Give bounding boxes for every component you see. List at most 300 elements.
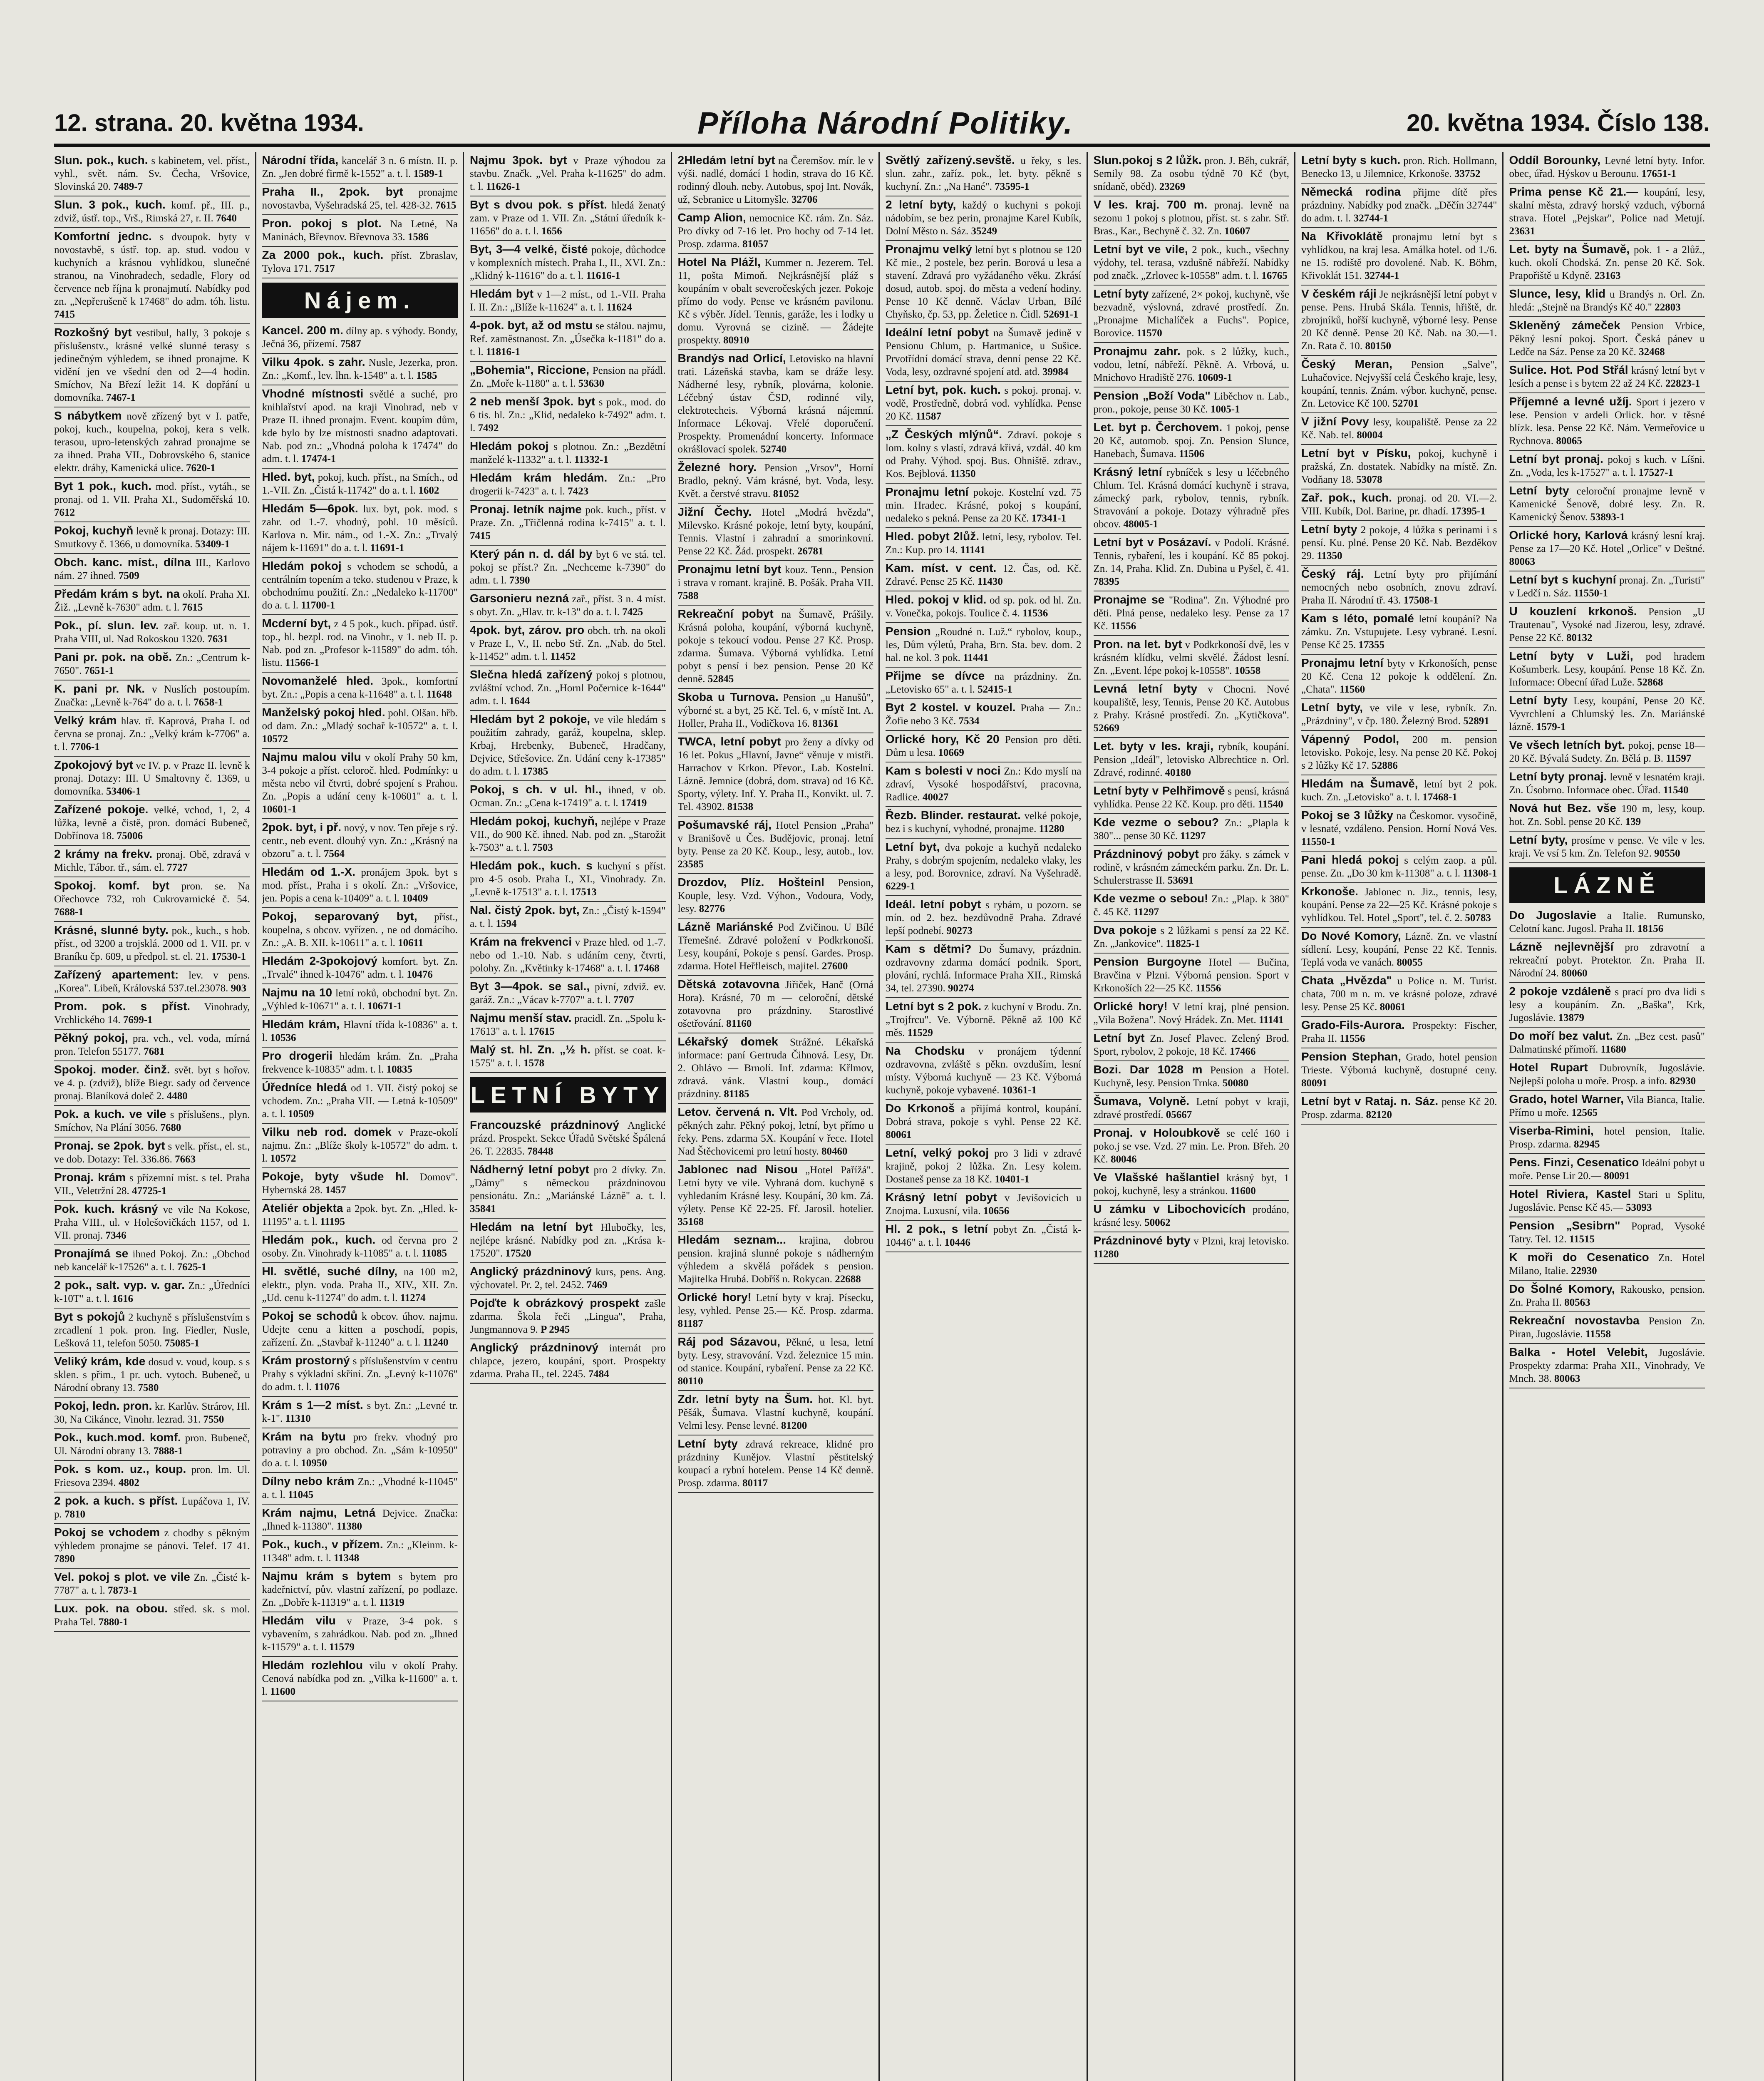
ad-reference-number: 81200 <box>781 1420 807 1431</box>
ad-heading: Levná letní byty <box>1093 682 1198 695</box>
ad-reference-number: 17513 <box>571 887 597 898</box>
ad-body: letní roků, obchodní byt. Zn. „Výhled k-10671" a. t. l. <box>262 988 458 1012</box>
ad-body: pok. kuch., příst. v Praze. Zn. „Třičlenná rodina k-7415" a. t. l. <box>470 504 666 529</box>
ad-body: pok. s 2 lůžky, kuch., vodou, letní, nábřeží. Pěkně. A. Vrbová, u. Mnichovo Hradiště 276. <box>1093 346 1289 383</box>
ad-reference-number: 11332-1 <box>574 454 608 465</box>
classified-ad <box>1509 1154 1705 1186</box>
ad-reference-number: 32744-1 <box>1365 270 1399 281</box>
ad-heading: Letní byty <box>1509 694 1568 707</box>
ad-heading: Prom. pok. s příst. <box>54 1000 191 1013</box>
ad-reference-number: 7587 <box>340 338 361 350</box>
classified-ad <box>262 1505 458 1536</box>
classified-ad <box>678 1391 874 1435</box>
ad-reference-number: 7663 <box>175 1154 196 1165</box>
ad-reference-number: 11570 <box>1136 328 1162 339</box>
ad-heading: Pronaj. krám <box>54 1171 126 1184</box>
ad-body: s byt. Zn.: „Levné tr. k-1". <box>262 1400 458 1424</box>
ad-body: s pensí, krásná vyhlídka. Pense 22 Kč. Koup. pro děti. <box>1093 786 1289 810</box>
ad-reference-number: 75006 <box>117 830 143 842</box>
ad-reference-number: 11506 <box>1178 448 1205 459</box>
ad-reference-number: 10401-1 <box>995 1174 1030 1185</box>
ad-body: Pěkné, u lesa, letní byty. Lesy, stravování. Vzd. železnice 15 min. od stanice. Koupání, rybaření. Pense za 22 Kč. <box>677 1337 873 1374</box>
ad-reference-number: 17395-1 <box>1451 506 1486 517</box>
ad-reference-number: 7658-1 <box>194 697 223 708</box>
ad-body: hlav. tř. Kaprová, Praha I. od června se pronaj. Zn.: „Velký krám k-7706" a. t. l. <box>54 715 250 752</box>
ad-reference-number: 11280 <box>1093 1249 1119 1260</box>
classified-ad <box>470 978 666 1010</box>
classified-ad <box>886 560 1082 591</box>
classified-ad <box>262 354 458 385</box>
ad-reference-number: 1656 <box>541 226 562 237</box>
classified-ad <box>1509 939 1705 983</box>
ad-body: pron. lm. Ul. Friesova 2394. <box>54 1464 250 1488</box>
column-5 <box>886 152 1088 2081</box>
ad-reference-number: 7564 <box>323 848 345 859</box>
classified-ad <box>1094 846 1290 890</box>
ad-heading: Letní byt ve vile, <box>1093 243 1188 256</box>
ad-body: pron. Rich. Hollmann, Benecko 13, u Jilemnice, Krkonoše. <box>1301 155 1497 179</box>
ad-reference-number: 11348 <box>333 1552 360 1564</box>
ad-reference-number: 81160 <box>726 1018 752 1029</box>
ad-body: Je nejkrásnější letní pobyt v pense. Pens. Hrubá Skála. Tennis, hřiště, dr. zbrojníků, hořší kuchyně, výborné lesy. Pense 20 Kč denně. Pense 20 Kč. Nab. na 30.—1. Zn. Rata č. 10. <box>1301 289 1497 352</box>
ad-reference-number: 10607 <box>1224 226 1250 237</box>
ad-body: pron. Bubeneč, Ul. Národní obrany 13. <box>54 1433 250 1457</box>
ad-body: pron. se. Na Ořechovce 732, roh Cukrovarnické č. 54. <box>54 881 250 905</box>
ad-reference-number: 7415 <box>54 309 75 320</box>
ad-reference-number: 11515 <box>1569 1234 1595 1245</box>
ad-heading: Pani pr. pok. na obě. <box>54 651 172 663</box>
classified-ad <box>1509 768 1705 800</box>
ad-heading: Najmu 3pok. byt <box>470 154 567 166</box>
ad-body: pokoj, kuch. příst., na Smích., od 1.-VII. Zn. „Čistá k-11742" do a. t. l. <box>262 472 458 496</box>
ad-reference-number: 13879 <box>1558 1012 1585 1023</box>
ad-heading: Manželský pokoj hled. <box>262 706 385 719</box>
ad-heading: Viserba-Rimini, <box>1509 1124 1594 1137</box>
ad-heading: Najmu na 10 <box>262 986 332 999</box>
ad-body: Praha — Zn.: Žofie nebo 3 Kč. <box>886 703 1082 727</box>
classified-ad <box>54 228 250 324</box>
classified-ad <box>262 704 458 749</box>
ad-heading: Slečna hledá zařízený <box>470 668 593 681</box>
masthead-rule <box>54 144 1710 147</box>
ad-body: Pod Vrcholy, od. pěkných zahr. Pěkný pokoj, letní, byt přímo u řeky. Pens. zdarma 5X. Koupání v řece. Hotel Nad Štěchovicemi pro letní hosty. <box>677 1107 874 1157</box>
classified-ad <box>1301 775 1497 807</box>
ad-heading: Zařízené pokoje. <box>54 803 149 816</box>
ad-heading: Byt, 3—4 velké, čisté <box>470 243 588 256</box>
ad-reference-number: 53078 <box>1356 474 1382 485</box>
ad-body: dosud v. voud, koup. s s sklen. s přim., 1 pr. uch. vytoch. Bubeneč, u Národní obrany 13. <box>54 1356 250 1393</box>
ad-reference-number: 903 <box>231 983 247 994</box>
classified-ad <box>1509 152 1705 184</box>
ad-reference-number: 11556 <box>1340 1033 1365 1044</box>
ad-body: příst. se coat. k-1575" a. t. l. <box>470 1045 666 1069</box>
ad-heading: Hled. byt, <box>262 470 315 483</box>
ad-heading: Zařízený apartement: <box>54 968 179 981</box>
ad-heading: Hledám rozlehlou <box>262 1659 363 1671</box>
ad-heading: Hledám pok., kuch. <box>262 1233 376 1246</box>
ad-heading: Letní byty s kuch. <box>1301 154 1401 166</box>
masthead-date-left: 12. strana. 20. května 1934. <box>54 109 364 137</box>
ad-body: Domov". Hybernská 28. <box>262 1172 458 1196</box>
ad-body: Poprad, Vysoké Tatry. Tel. 12. <box>1509 1221 1705 1245</box>
ad-heading: Spokoj. komf. byt <box>54 879 170 892</box>
ad-heading: Nová hut Bez. vše <box>1509 802 1616 815</box>
ad-heading: Vhodné místnosti <box>262 387 364 400</box>
ad-heading: Příjemné a levné užíj. <box>1509 395 1632 408</box>
ad-heading: Letní byty pronaj. <box>1509 770 1607 783</box>
ad-heading: Do Šolné Komory, <box>1509 1282 1615 1295</box>
ad-heading: Byt 1 pok., kuch. <box>54 479 151 492</box>
ad-body: ve vile v lese, rybník. Zn. „Prázdniny", v čp. 180. Železný Brod. <box>1301 703 1497 727</box>
ad-reference-number: 26781 <box>797 546 824 557</box>
ad-body: v Plzni, kraj letovisko. <box>1193 1236 1290 1247</box>
classified-ad <box>1509 1312 1705 1344</box>
ad-heading: Pron. na let. byt <box>1093 638 1182 651</box>
ad-body: byty v Krkonoších, pense 20 Kč. Cena 12 pokoje k oddělení. Zn. „Chata". <box>1301 658 1497 695</box>
ad-reference-number: 11350 <box>950 468 976 479</box>
ad-body: byt 6 ve stá. tel. pokoj se příst.? Zn. „Nechceme k-7390" do adm. t. l. <box>470 549 666 586</box>
ad-reference-number: 11274 <box>400 1292 426 1304</box>
ad-reference-number: 1578 <box>523 1058 544 1069</box>
ad-body: každý o kuchyni s pokoji nádobím, se bez perin, pronajme Karel Kubík, Dolní Město n. Sáz. <box>886 200 1082 237</box>
classified-ad <box>262 1263 458 1308</box>
ad-body: pronajmu letní byt s vyhlídkou, na kraj lesa. Amálka hotel. od 1./6. ne 15. rodiště pro dovolené. Nab. K. Böhm, Křivoklát 151. <box>1301 231 1497 281</box>
ad-heading: Pension „Sesibrn" <box>1509 1219 1620 1232</box>
classified-ad <box>678 561 874 606</box>
ad-reference-number: 11441 <box>963 652 989 663</box>
classified-ad <box>1509 1122 1705 1154</box>
ad-reference-number: 11430 <box>977 576 1003 587</box>
ad-heading: Pokoj, ledn. pron. <box>54 1399 152 1412</box>
ad-heading: Letní byt <box>1093 1031 1145 1044</box>
classified-ad <box>470 590 666 622</box>
classified-ad <box>262 215 458 247</box>
ad-reference-number: 7651-1 <box>84 665 114 676</box>
ad-heading: Letní, velký pokoj <box>886 1146 989 1159</box>
ad-reference-number: 23163 <box>1595 270 1621 281</box>
classified-ad <box>54 1137 250 1169</box>
ad-reference-number: 7517 <box>314 263 335 274</box>
ad-reference-number: 7425 <box>622 606 643 618</box>
classified-ad <box>262 819 458 864</box>
ad-reference-number: 23269 <box>1159 181 1186 192</box>
classified-ad <box>678 919 874 976</box>
classified-ad <box>1509 571 1705 603</box>
ad-reference-number: 81538 <box>727 801 754 812</box>
classified-ad <box>262 1536 458 1568</box>
ad-body: pron. J. Běh, cukrář, Semily 98. Za osobu týdně 70 Kč (byt, snídaně, oběd). <box>1093 155 1290 192</box>
classified-ad <box>1301 286 1497 356</box>
ad-reference-number: 7615 <box>182 602 203 613</box>
ad-heading: Letní byt v Písku, <box>1301 447 1411 459</box>
ad-heading: Pronajmu letní <box>1301 656 1384 669</box>
ad-heading: Řezb. Blinder. restaurat. <box>886 809 1021 822</box>
ad-heading: Do Jugoslavie <box>1509 909 1596 921</box>
ad-body: pronájem 3pok. byt s mod. příst., Praha i s okolí. Zn.: „Vršovice, jen. Popis a cena k-10409" a. t. l. <box>262 867 458 904</box>
ad-heading: Letov. červená n. Vlt. <box>677 1105 798 1118</box>
ad-body: Liběchov n. Lab., pron., pokoje, pense 30 Kč. <box>1093 391 1289 415</box>
ad-heading: Na Chodsku <box>886 1044 965 1057</box>
ad-heading: U zámku v Libochovicích <box>1093 1202 1246 1215</box>
classified-ad <box>886 699 1082 731</box>
ad-reference-number: 7688-1 <box>54 906 84 918</box>
ad-reference-number: 22823-1 <box>1665 378 1700 389</box>
ad-body: s rybám, u pozorn. se mín. od 2. bez. bezdůvodně Praha. Zdravé lepší podnebí. <box>886 899 1082 936</box>
ad-body: Dejvice. Značka: „Ihned k-11380". <box>262 1508 458 1532</box>
ad-reference-number: 16765 <box>1261 270 1288 281</box>
ad-reference-number: 10609-1 <box>1197 372 1232 383</box>
ad-heading: Zpokojový byt <box>54 758 133 771</box>
ad-body: Letní pobyt v kraji, zdravé prostředí. <box>1093 1096 1289 1120</box>
ad-body: Pension Zn. Piran, Jugoslávie. <box>1509 1316 1705 1340</box>
ad-body: Hotel Pension „Praha" v Branišově u Čes. Budějovic, pronaj. letní byty. Pense za 20 Kč. Koup., lesy, autob., lov. <box>677 820 873 857</box>
classified-ad <box>1094 152 1290 196</box>
ad-body: pracidl. Zn. „Spolu k-17613" a. t. l. <box>470 1013 666 1037</box>
ad-body: světlé a suché, pro knihlařství apod. na kraji Vinohrad, neb v Praze II. ihned pronajm. Event. koupím dům, kde bylo by lze místnosti snadno adaptovati. Nab. pod zn.: „Vhodná poloha k 17474" do adm. t. l. <box>262 389 458 464</box>
ad-body: V letní kraj, plné pension. „Vila Božena". Nový Hrádek. Zn. Met. <box>1093 1001 1289 1026</box>
ad-heading: Letní byty <box>1509 484 1569 497</box>
ad-heading: Za 2000 pok., kuch. <box>262 248 384 261</box>
ad-body: s příslušens., plyn. Smíchov, Na Plání 3056. <box>54 1109 250 1133</box>
ad-body: dva pokoje a kuchyň nedaleko Prahy, s dobrým spojením, nedaleko vlaky, les a lesy, pod. Borovnice, zdraví. Na Vyšehradě. <box>886 842 1082 879</box>
ad-reference-number: 7415 <box>470 530 491 541</box>
ad-reference-number: 81057 <box>742 238 769 250</box>
ad-heading: U kouzlení krkonoš. <box>1509 605 1637 618</box>
ad-heading: Oddíl Borounky, <box>1509 154 1600 166</box>
ad-body: Zdraví. pokoje s lom. kolny s vlastí, zdravá křivá, vzdál. 40 km od Prahy. Výhod. spoj. Bus. Ohniště. zdrav., Kos. Bejblová. <box>886 430 1082 479</box>
ad-body: v pronájem týdenní ozdravovna, zvláště s pěkn. ovzduším, lesní místy. Výborná kuchyně — 23 Kč. Výborná kuchyně, pokoje vybavené. <box>886 1046 1082 1096</box>
ad-heading: Let. byty na Šumavě, <box>1509 243 1630 256</box>
ad-body: Jablonec n. Jiz., tennis, lesy, koupání. Pense za 22—25 Kč. Krásné pokoje s vyhlídkou. Tel. Hotel „Sport", tel. č. 2. <box>1301 887 1497 924</box>
classified-ad <box>54 1353 250 1398</box>
classified-ad <box>886 426 1082 484</box>
ad-heading: 2 pok. a kuch. s příst. <box>54 1494 178 1507</box>
masthead-title: Příloha Národní Politiky. <box>697 105 1073 140</box>
ad-heading: Chata „Hvězda" <box>1301 974 1392 987</box>
ad-reference-number: 6229-1 <box>886 881 915 892</box>
classified-ad <box>886 941 1082 998</box>
ad-heading: K. pani pr. Nk. <box>54 682 145 695</box>
ad-body: Letní byty v kraj. Písecku, lesy, vyhled. Pense 25.— Kč. Prosp. zdarma. <box>677 1292 874 1316</box>
classified-ad <box>470 1041 666 1073</box>
ad-heading: 2 neb menší 3pok. byt <box>470 395 595 408</box>
classified-ad <box>678 1435 874 1493</box>
ad-body: zařízené, 2× pokoj, kuchyně, vše bezvadně, výslovná, zdravé prostředí. Zn. „Pronajme Michalíček a Fuchs". Popice, Borovice. <box>1093 289 1289 339</box>
ad-heading: Letní byt v Posázaví. <box>1093 536 1211 549</box>
classified-ad <box>262 469 458 500</box>
ad-reference-number: 53406-1 <box>106 786 141 797</box>
ad-heading: Pok. s kom. uz., koup. <box>54 1463 186 1475</box>
classified-ad <box>470 1117 666 1161</box>
ad-heading: Zdr. letní byty na Šum. <box>677 1393 813 1406</box>
classified-ad <box>886 324 1082 382</box>
ad-body: „Hotel Pařížá". Letní byty ve vile. Vyhraná dom. kuchyně s vyhledaním Krásné lesy. Koupání, 30 km. Zá. výlety. Pense Kč 22-25. Ff. Jarosil. hotelier. <box>677 1165 873 1214</box>
ad-heading: Letní byt v Rataj. n. Sáz. <box>1301 1095 1439 1108</box>
classified-ad <box>54 478 250 522</box>
classified-ad <box>262 184 458 215</box>
ad-reference-number: 50062 <box>1144 1217 1171 1228</box>
ad-reference-number: 10536 <box>270 1032 296 1043</box>
classified-ad <box>262 1397 458 1428</box>
ad-body: s příslušenstvím v centru Prahy s výkladní skříní. Zn. „Levný k-11076" do adm. t. l. <box>262 1356 458 1393</box>
ad-reference-number: 1644 <box>509 695 530 707</box>
ad-reference-number: 23585 <box>677 859 704 870</box>
ad-reference-number: 7484 <box>588 1368 609 1380</box>
ad-heading: V les. kraj. 700 m. <box>1093 198 1208 211</box>
ad-body: pohl. Olšan. hřb. od dam. Zn.: „Mladý sochař k-10572" a. t. l. <box>262 708 458 732</box>
ad-reference-number: 7509 <box>118 570 139 581</box>
ad-heading: Grado-Fils-Aurora. <box>1301 1018 1405 1031</box>
classified-ad <box>1094 464 1290 534</box>
ad-reference-number: 80065 <box>1556 435 1582 447</box>
ad-body: ihned, v ob. Ocman. Zn.: „Cena k-17419" a. t. l. <box>470 785 666 809</box>
classified-ad <box>1094 591 1290 636</box>
ad-body: Zn.: „Centrum k-7650". <box>54 652 250 676</box>
ad-reference-number: 80563 <box>1564 1297 1590 1308</box>
ad-body: z kuchyní v Brodu. Zn. „Trojfrcu". Ve. Výborně. Pěkně až 100 Kč měs. <box>886 1001 1082 1038</box>
ad-body: z chodby s pěkným výhledem pronajme se pánovi. Telef. 17 41. <box>54 1527 250 1552</box>
ad-heading: Krám prostorný <box>262 1354 350 1367</box>
classified-ad <box>1094 343 1290 387</box>
ad-heading: Skleněný zámeček <box>1509 319 1620 332</box>
classified-ad <box>470 393 666 438</box>
ad-reference-number: 90550 <box>1654 848 1680 859</box>
ad-heading: Hledám vilu <box>262 1614 336 1627</box>
ad-heading: Vel. pokoj s plot. ve vile <box>54 1570 190 1583</box>
ad-heading: Pronajmu velký <box>886 243 972 256</box>
ad-reference-number: 11600 <box>270 1686 296 1697</box>
ad-heading: Hledám krám, <box>262 1018 340 1031</box>
ad-reference-number: 11529 <box>907 1027 933 1038</box>
classified-ad <box>54 586 250 617</box>
ad-reference-number: 80910 <box>723 335 749 346</box>
ad-body: velké, vchod, 1, 2, 4 lůžka, levně a čistě, pron. domácí Bubeneč, Dobřínova 18. <box>54 805 250 842</box>
classified-ad <box>678 152 874 209</box>
ad-heading: Vápenný Podol, <box>1301 733 1399 745</box>
ad-heading: Hledám 2-3pokojový <box>262 954 377 967</box>
ad-body: u Police n. M. Turist. chata, 700 m n. m. ve krásné poloze, zdravé lesy. Pense 25 Kč. <box>1301 976 1497 1013</box>
ad-body: internát pro chlapce, jezero, koupání, sport. Prospekty zdarma. Praha II., tel. 2245. <box>470 1343 666 1380</box>
ad-reference-number: 11380 <box>336 1521 362 1532</box>
ad-reference-number: 78448 <box>527 1146 553 1157</box>
ad-reference-number: 11319 <box>379 1597 405 1608</box>
classified-ad <box>1509 1281 1705 1312</box>
ad-body: lux. byt, pok. mod. s zahr. od 1.-7. vhodný, pohl. 10 měsíců. Karlova n. Mir. nám., od 1.-X. Zn.: „Trvalý nájem k-11691" do a. t. l. <box>262 504 458 554</box>
classified-ad <box>54 1524 250 1569</box>
ad-reference-number: 10656 <box>983 1205 1010 1217</box>
classified-ad <box>886 1189 1082 1221</box>
ad-body: v Praze výhodou za stavbu. Značk. „Vel. Praha k-11625" do adm. t. l. <box>470 155 666 192</box>
ad-body: kancelář 3 n. 6 místn. II. p. Zn. „Jen dobré firmě k-1552" a. t. l. <box>262 155 458 179</box>
ad-reference-number: 53409-1 <box>195 539 230 550</box>
classified-ad <box>1509 1217 1705 1249</box>
ad-heading: Ráj pod Sázavou, <box>677 1335 781 1348</box>
ad-heading: Pojďte k obrázkový prospekt <box>470 1296 639 1309</box>
ad-body: s celým zaop. a půl. pense. Zn. „Do 30 km k-11308" a. t. l. <box>1301 855 1497 879</box>
ad-body: v Jevišovicích u Znojma. Luxusní, vila. <box>886 1192 1082 1217</box>
ad-body: Vinohrady, Vrchlického 14. <box>54 1001 250 1026</box>
ad-body: s dvoupok. byty v novostavbě, s ústř. top. ap. stud. vodou v kuchyních a krásnou vyhlídkou, slunečné stranou, na Vinohradech, sedadle, Flory od července neb října k pronajmutí. Nabídky pod zn. „Nepřerušeně k 17468" do adm. tóh. listu. <box>54 231 250 307</box>
ad-heading: Veliký krám, kde <box>54 1355 146 1368</box>
classified-ad <box>470 438 666 469</box>
ad-reference-number: 11626-1 <box>486 181 520 192</box>
ad-heading: Hledám pok., kuch. s <box>470 859 593 872</box>
ad-reference-number: 11297 <box>1134 906 1159 918</box>
ad-body: s pok., mod. do 6 tis. hl. Zn.: „Klid, nedaleko k-7492" adm. t. l. <box>470 397 666 434</box>
ad-heading: Úředníce hledá <box>262 1081 347 1094</box>
ad-body: nejlépe v Praze VII., do 900 Kč. ihned. Nab. pod zn. „Starožit k-7503" a. t. l. <box>470 816 666 853</box>
ad-reference-number: 11560 <box>1340 684 1365 695</box>
classified-ad <box>470 781 666 813</box>
classified-ad <box>1301 972 1497 1017</box>
ad-heading: Letní byt s kuchyní <box>1509 573 1616 586</box>
ad-reference-number: 53691 <box>1167 875 1194 886</box>
ad-body: III., Karlovo nám. 27 ihned. <box>54 557 250 581</box>
ad-body: 12. Čas, od. Kč. Zdravé. Pense 25 Kč. <box>886 563 1082 587</box>
ad-heading: 2 pokoje vzdáleně <box>1509 985 1611 998</box>
ad-heading: Byt s dvou pok. s příst. <box>470 198 607 211</box>
classified-ad <box>1509 832 1705 863</box>
ad-reference-number: 7890 <box>54 1553 75 1564</box>
ad-body: u Brandýs n. Orl. Zn. hledá: „Stejně na Brandýs Kč 40." <box>1509 289 1705 313</box>
ad-heading: K moři do Cesenatico <box>1509 1251 1649 1264</box>
ad-body: Nusle, Jezerka, pron. Zn.: „Komf., lev. lhn. k-1548" a. t. l. <box>262 357 458 381</box>
ad-body: vilu v okolí Prahy. Cenová nabídka pod zn. „Vilka k-11600" a. t. l. <box>262 1660 458 1697</box>
ad-body: Pod Zvičinou. U Bílé Třemešné. Zdravé položení v Podkrkonoší. Lesy, koupání, Pokoje s pensí. Gardes. Prosp. zdarma. Hotel Heřfleisch, majitel. <box>677 922 873 972</box>
classified-ad <box>678 606 874 689</box>
ad-reference-number: 32744-1 <box>1353 213 1389 224</box>
ad-reference-number: 1602 <box>418 485 439 496</box>
ad-body: obch. trh. na okoli v Praze I., V., II. nebo Stř. Zn. „Nab. do 5tel. k-11452" adm. t. l. <box>470 625 666 662</box>
classified-ad <box>1509 362 1705 393</box>
classified-ad <box>262 1612 458 1657</box>
ad-heading: Pronaj. se 2pok. byt <box>54 1139 165 1152</box>
ad-heading: Dílny nebo krám <box>262 1475 355 1487</box>
masthead-date-right: 20. května 1934. Číslo 138. <box>1407 109 1710 137</box>
classified-ad <box>1509 1249 1705 1281</box>
ad-reference-number: 78395 <box>1093 576 1119 587</box>
ad-body: Pension a Hotel. Kuchyně, lesy. Pension Trnka. <box>1093 1065 1289 1089</box>
ad-heading: Camp Alion, <box>677 211 746 224</box>
ad-body: pro ženy a dívky od 16 let. Pokus „Hlavní, Javne“ věnuje v mistři. Harrachov v Krkon. Převor., Lab. Kostelní. Lázně. Jemnice (dobrá, dom. strava) od 16 Kč. Sporty, výlety. Inf. Y. Praha II., Konvikt. ul. 7. Tel. 43902. <box>677 737 873 812</box>
classified-ad <box>54 1309 250 1353</box>
classified-ad <box>1509 184 1705 241</box>
ad-heading: Hotel Riviera, Kastel <box>1509 1187 1631 1200</box>
classified-ad <box>54 680 250 712</box>
ad-reference-number: 7580 <box>138 1382 159 1393</box>
ad-reference-number: 35249 <box>971 226 997 237</box>
classified-ad <box>1301 928 1497 972</box>
ad-body: na Českomor. vysočině, v lesnaté, vzdáleno. Pension. Horní Nová Ves. <box>1301 810 1497 834</box>
ad-body: v Nuslích postoupím. Značka: „Levně k-764" do a. t. l. <box>54 684 250 708</box>
ad-body: pro zdravotní a rekreační pobyt. Protektor. Zn. Praha II. Národní 24. <box>1509 942 1705 979</box>
ad-reference-number: 10835 <box>386 1064 412 1075</box>
ad-reference-number: 10509 <box>288 1108 314 1120</box>
ad-reference-number: 52691-1 <box>1043 309 1079 320</box>
column-2 <box>262 152 464 2081</box>
ad-heading: Ateliér objekta <box>262 1202 343 1214</box>
ad-body: na Čeremšov. mír. le v výši. nadlé, domácí 1 hodin, strava do 16 Kč. rodinný dlouh. neby. Autobus, spoj Int. Novák, už, Sebranice u Litomyšle. <box>677 155 873 205</box>
classified-ad <box>886 591 1082 623</box>
ad-heading: Ideál. letní pobyt <box>886 898 981 911</box>
ad-body: na Šumavě, Prášily. Krásná poloha, koupání, výborná kuchyně, pokoje s tekoucí vodou. Pense 27 Kč. Prosp. zdarma. Šumava. Výborná vyhlídka. Letní pobyt s pensí i bez pension. Pense 20 Kč denně. <box>677 609 873 685</box>
column-8 <box>1509 152 1710 2081</box>
ad-heading: Hledám na Šumavě, <box>1301 777 1418 790</box>
classified-ad <box>470 622 666 666</box>
column-4 <box>678 152 880 2081</box>
ad-heading: S nábytkem <box>54 409 122 422</box>
classified-ad <box>54 152 250 196</box>
